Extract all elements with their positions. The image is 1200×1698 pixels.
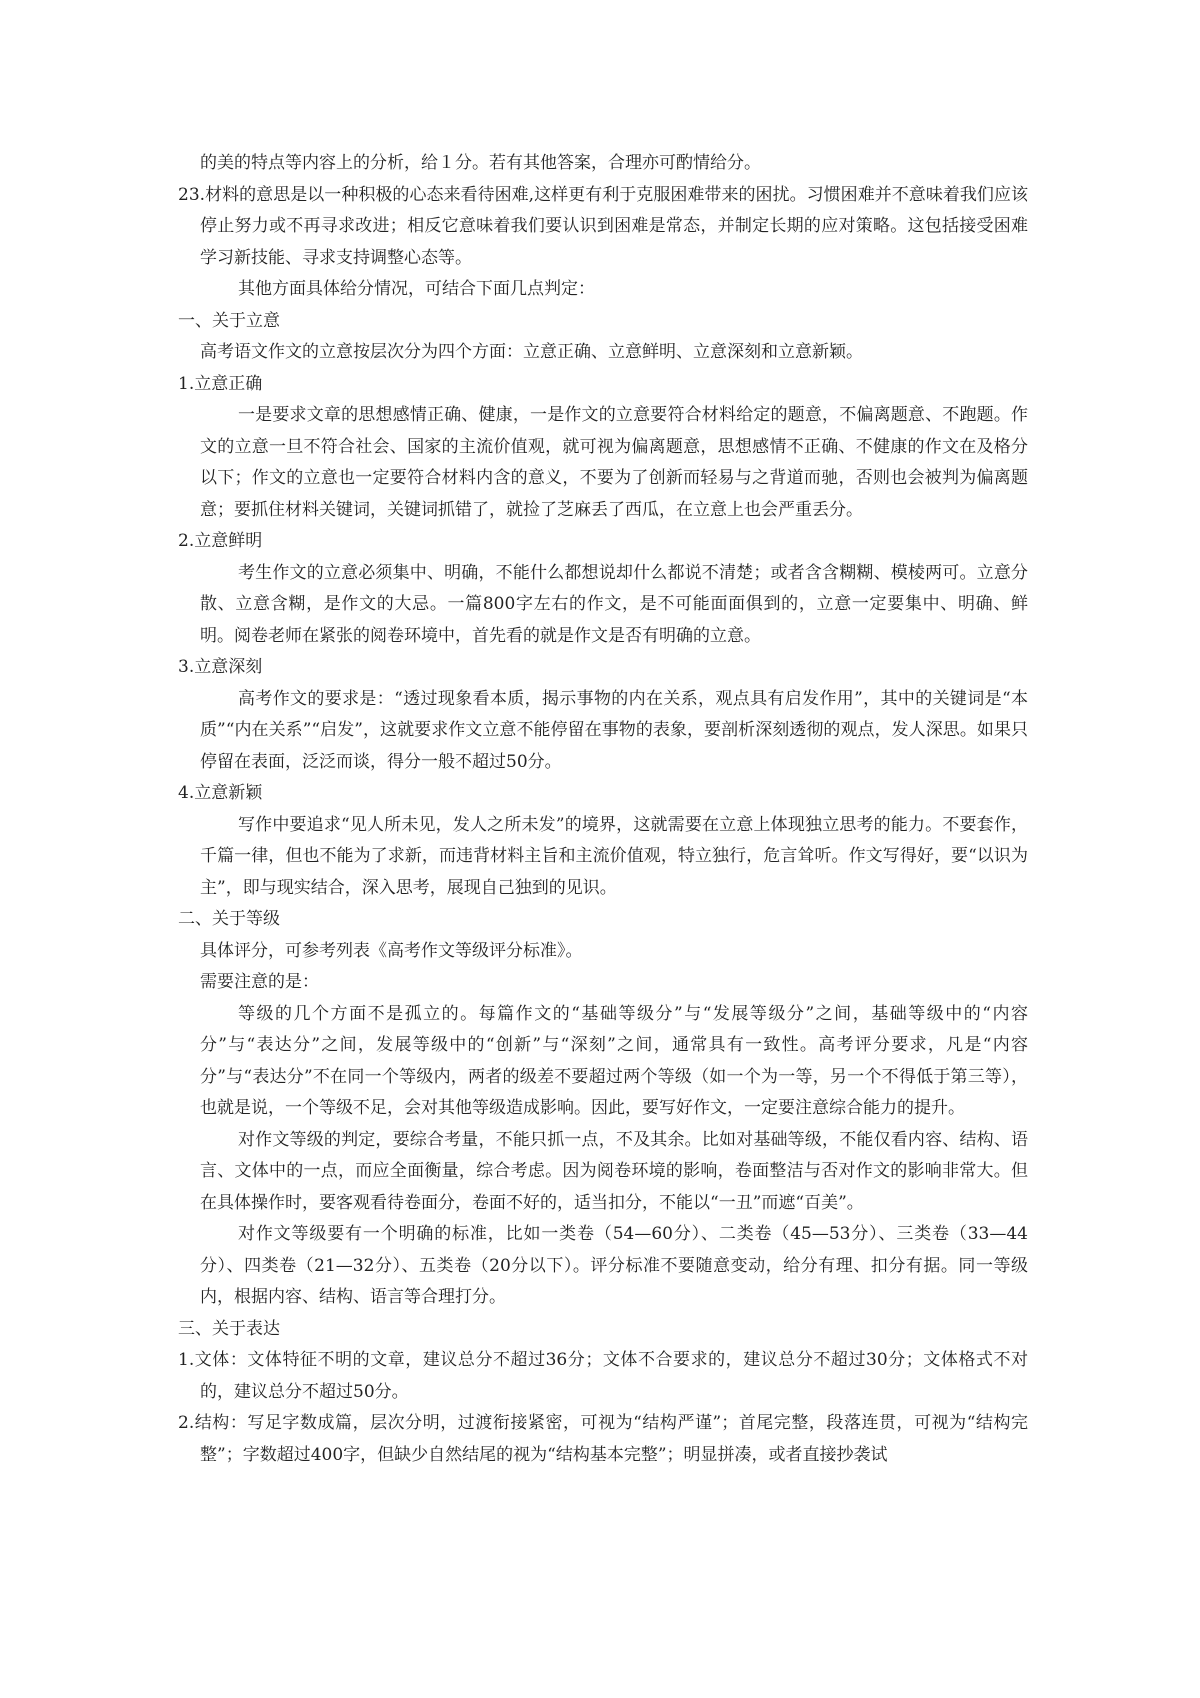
grade-note-label: 需要注意的是：	[200, 972, 319, 992]
grade-judgement-paragraph: 对作文等级的判定，要综合考量，不能只抓一点，不及其余。比如对基础等级，不能仅看内容、结构、语言、文体中的一点，而应全面衡量，综合考虑。因为阅卷环境的影响，卷面整洁与否对作文的影响非常大。但在具体操作时，要客观看待卷面分，卷面不好的，适当扣分，不能以“一丑”而遮“百美”。	[200, 1129, 1028, 1213]
grade-reference-paragraph: 具体评分，可参考列表《高考作文等级评分标准》。	[200, 940, 583, 961]
subheading-theme-clear: 2.立意鲜明	[178, 531, 263, 551]
theme-overview-paragraph: 高考语文作文的立意按层次分为四个方面：立意正确、立意鲜明、立意深刻和立意新颖。	[200, 342, 863, 362]
expression-structure-paragraph: 2.结构：写足字数成篇，层次分明，过渡衔接紧密，可视为“结构严谨”；首尾完整，段落连贯，可视为“结构完整”；字数超过400字，但缺少自然结尾的视为“结构基本完整”；明显拼凑，或者直接抄袭试	[178, 1413, 1028, 1465]
scoring-intro-paragraph: 其他方面具体给分情况，可结合下面几点判定：	[238, 279, 595, 299]
theme-novel-paragraph: 写作中要追求“见人所未见，发人之所未发”的境界，这就需要在立意上体现独立思考的能力。不要套作，千篇一律，但也不能为了求新，而违背材料主旨和主流价值观，特立独行，危言耸听。作文写得好，要“以识为主”，即与现实结合，深入思考，展现自己独到的见识。	[200, 814, 1028, 898]
document-body	[178, 148, 1028, 1471]
subheading-theme-correct: 1.立意正确	[178, 373, 263, 394]
grade-consistency-paragraph: 等级的几个方面不是孤立的。每篇作文的“基础等级分”与“发展等级分”之间，基础等级中的“内容分”与“表达分”之间，发展等级中的“创新”与“深刻”之间，通常具有一致性。高考评分要求，凡是“内容分”与“表达分”不在同一个等级内，两者的级差不要超过两个等级（如一个为一等，另一个不得低于第三等），也就是说，一个等级不足，会对其他等级造成影响。因此，要写好作文，一定要注意综合能力的提升。	[200, 1003, 1028, 1118]
theme-clear-paragraph: 考生作文的立意必须集中、明确，不能什么都想说却什么都说不清楚；或者含含糊糊、模棱两可。立意分散、立意含糊，是作文的大忌。一篇800字左右的作文，是不可能面面俱到的，立意一定要集中、明确、鲜明。阅卷老师在紧张的阅卷环境中，首先看的就是作文是否有明确的立意。	[200, 562, 1028, 646]
expression-genre-paragraph: 1.文体：文体特征不明的文章，建议总分不超过36分；文体不合要求的，建议总分不超过30分；文体格式不对的，建议总分不超过50分。	[178, 1350, 1028, 1402]
answer-23-paragraph: 23.材料的意思是以一种积极的心态来看待困难,这样更有利于克服困难带来的困扰。习惯困难并不意味着我们应该停止努力或不再寻求改进；相反它意味着我们要认识到困难是常态，并制定长期的应对策略。这包括接受困难学习新技能、寻求支持调整心态等。	[178, 184, 1028, 268]
theme-correct-paragraph: 一是要求文章的思想感情正确、健康，一是作文的立意要符合材料给定的题意，不偏离题意、不跑题。作文的立意一旦不符合社会、国家的主流价值观，就可视为偏离题意，思想感情不正确、不健康的作文在及格分以下；作文的立意也一定要符合材料内含的意义，不要为了创新而轻易与之背道而驰，否则也会被判为偏离题意；要抓住材料关键词，关键词抓错了，就捡了芝麻丢了西瓜，在立意上也会严重丢分。	[200, 405, 1028, 520]
section-heading-grade: 二、关于等级	[178, 909, 280, 929]
grade-standard-paragraph: 对作文等级要有一个明确的标准，比如一类卷（54—60分）、二类卷（45—53分）、三类卷（33—44分）、四类卷（21—32分）、五类卷（20分以下）。评分标准不要随意变动，给分有理、扣分有据。同一等级内，根据内容、结构、语言等合理打分。	[200, 1224, 1028, 1307]
subheading-theme-novel: 4.立意新颖	[178, 783, 263, 803]
theme-deep-paragraph: 高考作文的要求是：“透过现象看本质，揭示事物的内在关系，观点具有启发作用”，其中的关键词是“本质”“内在关系”“启发”，这就要求作文立意不能停留在事物的表象，要剖析深刻透彻的观点，发人深思。如果只停留在表面，泛泛而谈，得分一般不超过50分。	[200, 688, 1028, 772]
answer-tail-paragraph: 的美的特点等内容上的分析，给１分。若有其他答案，合理亦可酌情给分。	[200, 153, 761, 173]
section-heading-expression: 三、关于表达	[178, 1318, 280, 1339]
subheading-theme-deep: 3.立意深刻	[178, 657, 263, 677]
section-heading-theme: 一、关于立意	[178, 310, 280, 331]
